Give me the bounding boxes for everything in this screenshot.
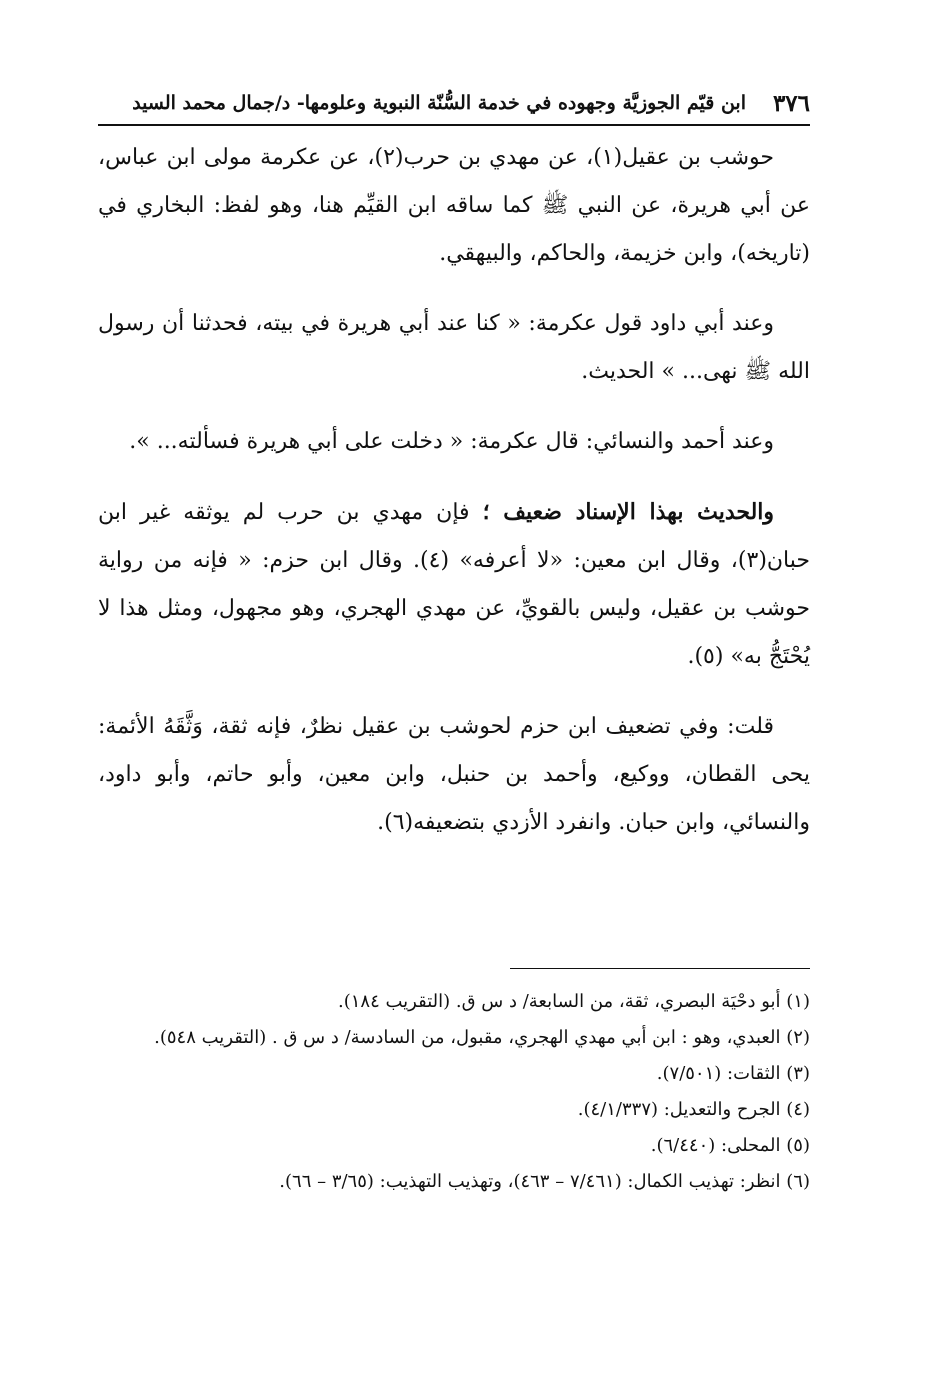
footnote: (١) أبو دحْيَة البصري، ثقة، من السابعة/ د س ق. (التقريب ١٨٤). bbox=[337, 991, 810, 1012]
footnote: (٣) الثقات: (٧/٥٠١). bbox=[656, 1063, 810, 1084]
header-title: ابن قيّم الجوزيَّة وجهوده في خدمة السُّنّة النبوية وعلومها- د/جمال محمد السيد bbox=[132, 92, 746, 114]
paragraph: قلت: وفي تضعيف ابن حزم لحوشب بن عقيل نظرٌ، فإنه ثقة، وَثَّقَهُ الأئمة: يحى القطان، ووكيع، وأحمد بن حنبل، وابن معين، وأبو حاتم، وأبو داود، والنسائي، وابن حبان. وانفرد الأزدي بتضعيفه(٦). bbox=[98, 714, 810, 835]
paragraph: وعند أبي داود قول عكرمة: « كنا عند أبي هريرة في بيته، فحدثنا أن رسول الله ﷺ نهى... » الحديث. bbox=[98, 311, 810, 384]
footnote: (٥) المحلى: (٦/٤٤٠). bbox=[650, 1135, 810, 1156]
paragraph-with-bold-lead bbox=[98, 488, 810, 681]
footnote-separator bbox=[510, 968, 810, 969]
bold-lead: والحديث بهذا الإسناد ضعيف ؛ bbox=[482, 499, 775, 525]
footnote: (٤) الجرح والتعديل: (٤/١/٣٣٧). bbox=[577, 1099, 810, 1120]
footnote: (٦) انظر: تهذيب الكمال: (٧/٤٦١ – ٤٦٣)، وتهذيب التهذيب: (٣/٦٥ – ٦٦). bbox=[279, 1171, 810, 1192]
page-number: ٣٧٦ bbox=[772, 90, 810, 117]
main-text bbox=[98, 134, 810, 869]
paragraph: وعند أحمد والنسائي: قال عكرمة: « دخلت على أبي هريرة فسألته... ». bbox=[129, 429, 774, 454]
paragraph: حوشب بن عقيل(١)، عن مهدي بن حرب(٢)، عن عكرمة مولى ابن عباس، عن أبي هريرة، عن النبي ﷺ كما ساقه ابن القيِّم هنا، وهو لفظ: البخاري في (تاريخه)، وابن خزيمة، والحاكم، والبيهقي. bbox=[98, 145, 810, 266]
running-header bbox=[98, 86, 810, 126]
footnotes bbox=[98, 984, 810, 1200]
footnote: (٢) العبدي، وهو : ابن أبي مهدي الهجري، مقبول، من السادسة/ د س ق . (التقريب ٥٤٨). bbox=[154, 1027, 810, 1048]
paragraph-rest: فإن مهدي بن حرب لم يوثقه غير ابن حبان(٣)، وقال ابن معين: «لا أعرفه» (٤). وقال ابن حزم: « فإنه من رواية حوشب بن عقيل، وليس بالقويِّ، عن مهدي الهجري، وهو مجهول، ومثل هذا لا يُحْتَجُّ به» (٥). bbox=[98, 500, 810, 669]
